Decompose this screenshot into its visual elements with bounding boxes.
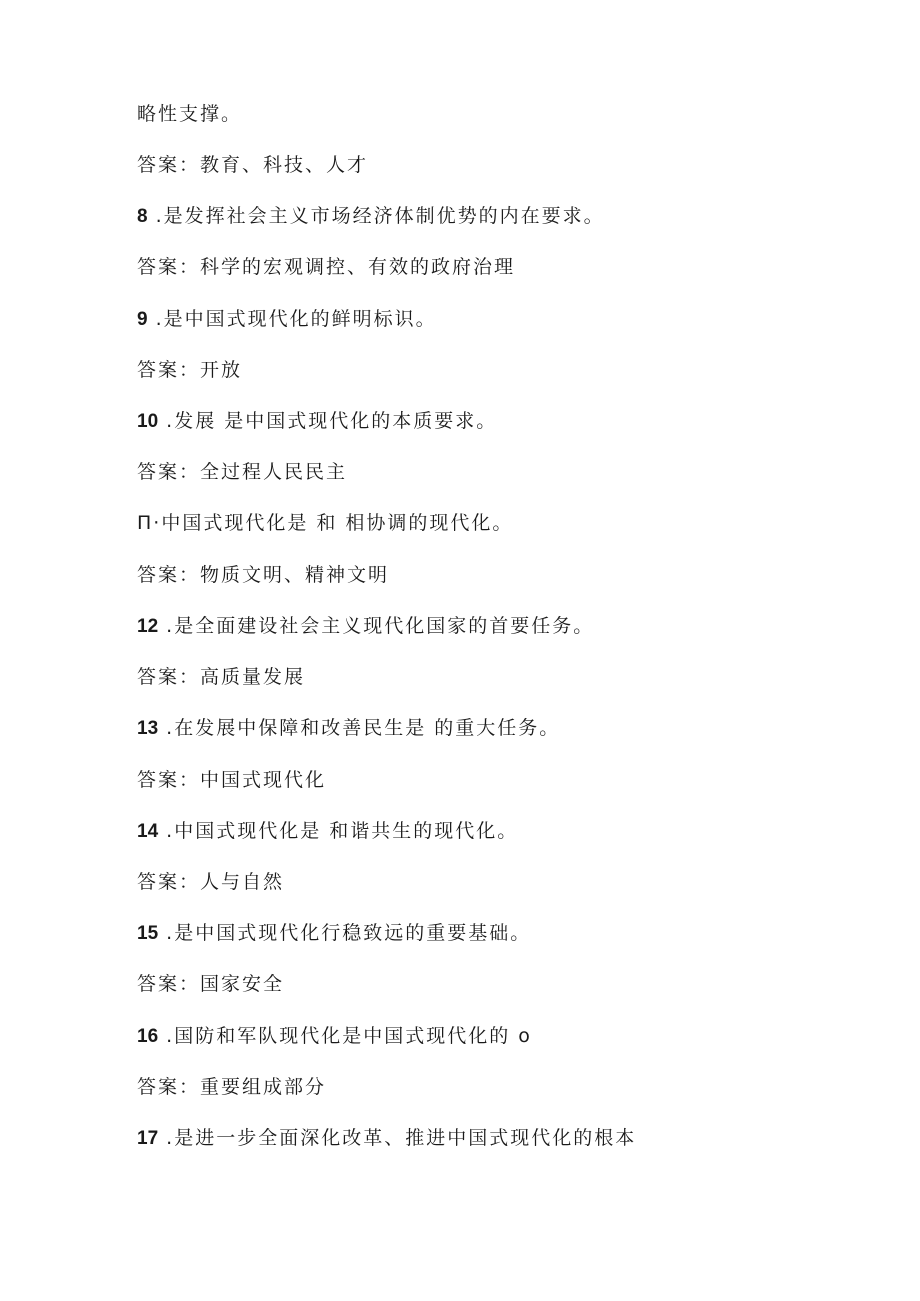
question-line: 12 .是全面建设社会主义现代化国家的首要任务。 bbox=[137, 615, 595, 637]
question-line: 8 .是发挥社会主义市场经济体制优势的内在要求。 bbox=[137, 205, 605, 227]
question-line: 15 .是中国式现代化行稳致远的重要基础。 bbox=[137, 922, 532, 944]
question-number: 14 bbox=[137, 821, 159, 842]
question-line: 13 .在发展中保障和改善民生是 的重大任务。 bbox=[137, 717, 561, 739]
text-line: 略性支撑。 bbox=[137, 103, 243, 125]
question-number: 10 bbox=[137, 411, 159, 432]
question-line: 10 .发展 是中国式现代化的本质要求。 bbox=[137, 410, 498, 432]
answer-line: 答案：中国式现代化 bbox=[137, 769, 327, 791]
answer-line: 答案：国家安全 bbox=[137, 973, 285, 995]
answer-line: 答案：高质量发展 bbox=[137, 666, 306, 688]
question-number: 9 bbox=[137, 309, 148, 330]
question-line: 16 .国防和军队现代化是中国式现代化的 o bbox=[137, 1025, 532, 1047]
question-line: 9 .是中国式现代化的鲜明标识。 bbox=[137, 308, 437, 330]
question-number: 8 bbox=[137, 206, 148, 227]
answer-line: 答案：教育、科技、人才 bbox=[137, 154, 369, 176]
answer-line: 答案：人与自然 bbox=[137, 871, 285, 893]
question-number: 12 bbox=[137, 616, 159, 637]
question-line: 14 .中国式现代化是 和谐共生的现代化。 bbox=[137, 820, 519, 842]
answer-line: 答案：重要组成部分 bbox=[137, 1076, 327, 1098]
question-number: 13 bbox=[137, 718, 159, 739]
question-number: 16 bbox=[137, 1026, 159, 1047]
answer-line: 答案：全过程人民民主 bbox=[137, 461, 348, 483]
answer-line: 答案：物质文明、精神文明 bbox=[137, 564, 390, 586]
answer-line: 答案：开放 bbox=[137, 359, 243, 381]
question-number: 15 bbox=[137, 923, 159, 944]
question-line: Π·中国式现代化是 和 相协调的现代化。 bbox=[137, 512, 514, 534]
question-number: 17 bbox=[137, 1128, 159, 1149]
question-line: 17 .是进一步全面深化改革、推进中国式现代化的根本 bbox=[137, 1127, 637, 1149]
answer-line: 答案：科学的宏观调控、有效的政府治理 bbox=[137, 256, 516, 278]
